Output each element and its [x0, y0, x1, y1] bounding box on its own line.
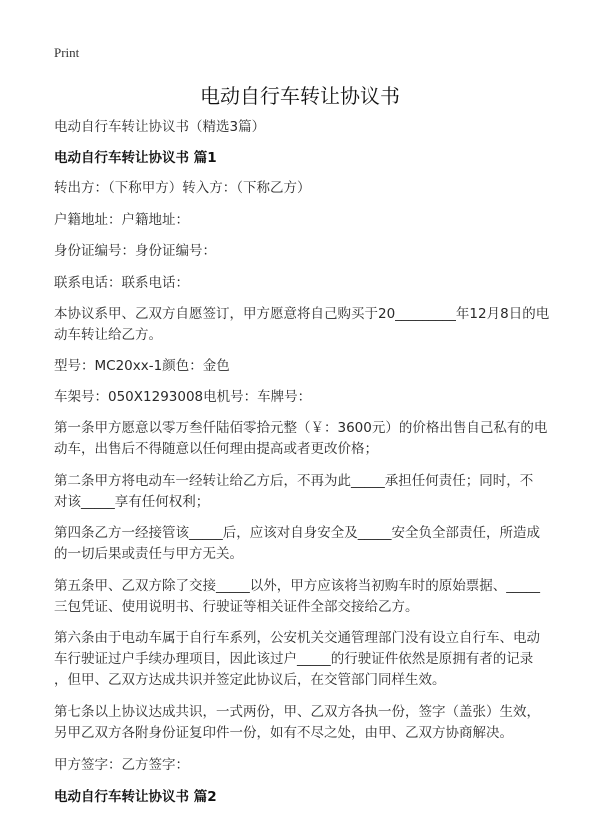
document-title: 电动自行车转让协议书 — [200, 84, 400, 108]
paragraph — [54, 523, 574, 565]
paragraph — [54, 576, 574, 618]
paragraph — [54, 304, 574, 346]
paragraph-line: 第五条甲、乙双方除了交接_____以外，甲方应该将当初购车时的原始票据、_____ — [54, 578, 540, 594]
section-heading-2: 电动自行车转让协议书 篇2 — [54, 789, 217, 805]
paragraph — [54, 273, 574, 294]
paragraph-line: 第六条由于电动车属于自行车系列，公安机关交通管理部门没有设立自行车、电动 — [54, 630, 540, 646]
paragraph-line: 联系电话：联系电话： — [54, 275, 189, 291]
paragraph — [54, 418, 574, 460]
paragraph — [54, 210, 574, 231]
paragraph-line: 转出方：（下称甲方）转入方：（下称乙方） — [54, 180, 311, 196]
paragraph — [54, 178, 574, 199]
paragraph-line: 动车转让给乙方。 — [54, 327, 162, 343]
paragraph-line: 车行驶证过户手续办理项目，因此该过户_____的行驶证件依然是原拥有者的记录 — [54, 651, 534, 667]
paragraph-line: 型号：MC20xx-1颜色：金色 — [54, 358, 230, 374]
paragraph-line: 第一条甲方愿意以零万叁仟陆佰零拾元整（￥：3600元）的价格出售自己私有的电 — [54, 420, 548, 436]
paragraph-line: 第二条甲方将电动车一经转让给乙方后，不再为此_____承担任何责任；同时，不 — [54, 473, 534, 489]
paragraph — [54, 702, 574, 744]
paragraph-line: ，但甲、乙双方达成共识并签定此协议后，在交管部门同样生效。 — [54, 672, 446, 688]
paragraph — [54, 471, 574, 513]
paragraph-line: 甲方签字：乙方签字： — [54, 757, 189, 773]
paragraph-line: 本协议系甲、乙双方自愿签订，甲方愿意将自己购买于20_________年12月8日的电 — [54, 306, 550, 322]
paragraph-line: 第四条乙方一经接管该_____后，应该对自身安全及_____安全负全部责任，所造成 — [54, 525, 540, 541]
print-link[interactable]: Print — [54, 45, 80, 60]
paragraph — [54, 356, 574, 377]
paragraph-line: 车架号：050X1293008电机号：车牌号： — [54, 389, 312, 405]
paragraph-line: 对该_____享有任何权利； — [54, 494, 210, 510]
paragraph — [54, 628, 574, 691]
paragraph-line: 户籍地址：户籍地址： — [54, 212, 189, 228]
paragraph-line: 第七条以上协议达成共识，一式两份，甲、乙双方各执一份，签字（盖张）生效， — [54, 704, 540, 720]
paragraph-line: 三包凭证、使用说明书、行驶证等相关证件全部交接给乙方。 — [54, 599, 419, 615]
paragraph — [54, 755, 574, 776]
paragraph-line: 动车，出售后不得随意以任何理由提高或者更改价格； — [54, 441, 378, 457]
section-heading-1: 电动自行车转让协议书 篇1 — [54, 150, 217, 166]
paragraph-line: 的一切后果或责任与甲方无关。 — [54, 546, 243, 562]
paragraph-line: 另甲乙双方各附身份证复印件一份，如有不尽之处，由甲、乙双方协商解决。 — [54, 725, 513, 741]
subtitle: 电动自行车转让协议书（精选3篇） — [54, 119, 266, 135]
paragraph — [54, 387, 574, 408]
paragraph-line: 身份证编号：身份证编号： — [54, 243, 216, 259]
paragraph — [54, 241, 574, 262]
